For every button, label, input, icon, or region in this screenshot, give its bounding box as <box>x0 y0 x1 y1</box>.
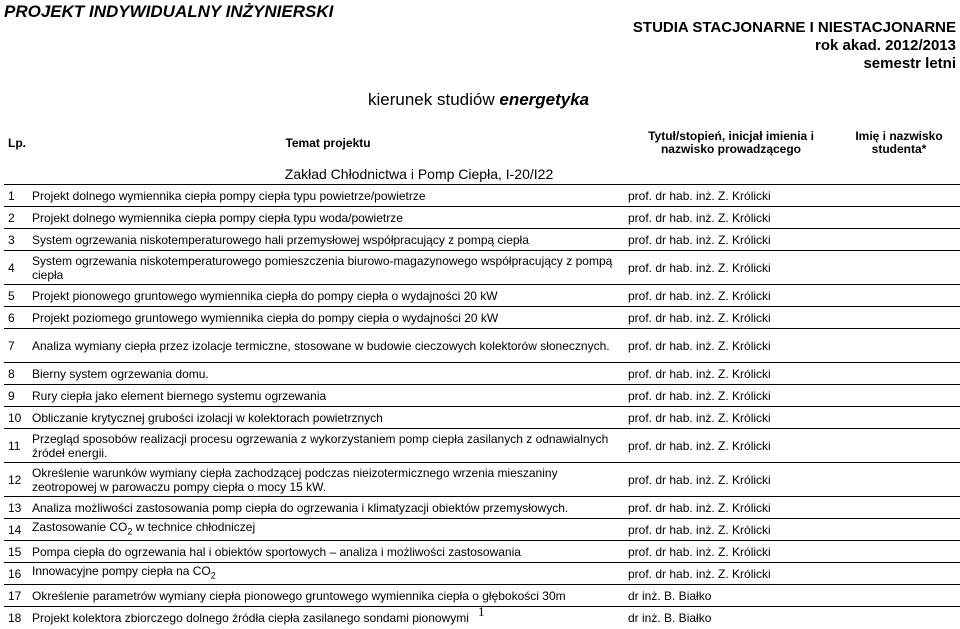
row-supervisor: prof. dr hab. inż. Z. Królicki <box>624 385 834 407</box>
row-supervisor: prof. dr hab. inż. Z. Królicki <box>624 251 834 285</box>
row-supervisor: prof. dr hab. inż. Z. Królicki <box>624 207 834 229</box>
department-row <box>4 158 960 185</box>
row-topic: Analiza wymiany ciepła przez izolacje termiczne, stosowane w budowie cieczowych kolektorów słonecznych. <box>28 329 624 363</box>
row-number: 12 <box>4 463 28 497</box>
row-student <box>834 563 960 585</box>
row-student <box>834 497 960 519</box>
row-supervisor: prof. dr hab. inż. Z. Królicki <box>624 363 834 385</box>
row-topic: Projekt dolnego wymiennika ciepła pompy ciepła typu woda/powietrze <box>28 207 624 229</box>
row-number: 4 <box>4 251 28 285</box>
row-topic: Określenie warunków wymiany ciepła zachodzącej podczas nieizotermicznego wrzenia mieszaniny zeotropowej w parowaczu pompy ciepła o mocy 15 kW. <box>28 463 624 497</box>
row-number: 5 <box>4 285 28 307</box>
field-value: energetyka <box>499 90 590 109</box>
row-student <box>834 519 960 541</box>
header-number: Lp. <box>8 135 26 150</box>
row-supervisor: prof. dr hab. inż. Z. Królicki <box>624 229 834 251</box>
row-supervisor: prof. dr hab. inż. Z. Królicki <box>624 541 834 563</box>
field-of-study <box>368 90 589 110</box>
row-supervisor: prof. dr hab. inż. Z. Królicki <box>624 307 834 329</box>
row-supervisor: prof. dr hab. inż. Z. Królicki <box>624 463 834 497</box>
topic-subscript: 2 <box>127 526 133 537</box>
row-supervisor: dr inż. B. Białko <box>624 585 834 607</box>
table-row <box>4 497 960 519</box>
study-info <box>633 19 956 73</box>
row-student <box>834 607 960 629</box>
row-number: 17 <box>4 585 28 607</box>
row-student <box>834 285 960 307</box>
row-topic <box>28 563 624 585</box>
row-number: 11 <box>4 429 28 463</box>
academic-year: rok akad. 2012/2013 <box>815 37 956 54</box>
header-student: Imię i nazwisko studenta* <box>855 129 943 156</box>
row-supervisor: prof. dr hab. inż. Z. Królicki <box>624 185 834 207</box>
row-student <box>834 541 960 563</box>
table-row <box>4 563 960 585</box>
department-name: Zakład Chłodnictwa i Pomp Ciepła, I-20/I22 <box>284 166 554 182</box>
row-supervisor: dr inż. B. Białko <box>624 607 834 629</box>
page-title: PROJEKT INDYWIDUALNY INŻYNIERSKI <box>4 2 334 21</box>
row-number: 10 <box>4 407 28 429</box>
row-topic: Przegląd sposobów realizacji procesu ogrzewania z wykorzystaniem pomp ciepła zasilanych z odnawialnych źródeł energii. <box>28 429 624 463</box>
table-row <box>4 363 960 385</box>
row-number: 3 <box>4 229 28 251</box>
header-topic: Temat projektu <box>285 135 371 150</box>
row-student <box>834 463 960 497</box>
table-row <box>4 429 960 463</box>
row-number: 15 <box>4 541 28 563</box>
row-student <box>834 385 960 407</box>
row-topic: Pompa ciepła do ogrzewania hal i obiektów sportowych – analiza i możliwości zastosowania <box>28 541 624 563</box>
row-number: 16 <box>4 563 28 585</box>
table-row <box>4 541 960 563</box>
row-topic: Projekt dolnego wymiennika ciepła pompy ciepła typu powietrze/powietrze <box>28 185 624 207</box>
table-row <box>4 285 960 307</box>
row-number: 1 <box>4 185 28 207</box>
row-number: 6 <box>4 307 28 329</box>
row-supervisor: prof. dr hab. inż. Z. Królicki <box>624 407 834 429</box>
row-topic: Projekt kolektora zbiorczego dolnego źródła ciepła zasilanego sondami pionowymi <box>28 607 624 629</box>
row-topic: Określenie parametrów wymiany ciepła pionowego gruntowego wymiennika ciepła o głębokości 30m <box>28 585 624 607</box>
topic-text: Zastosowanie CO <box>32 520 128 535</box>
row-topic: Analiza możliwości zastosowania pomp ciepła do ogrzewania i klimatyzacji obiektów przemysłowych. <box>28 497 624 519</box>
topic-text-rest: w technice chłodniczej <box>132 520 256 535</box>
row-supervisor: prof. dr hab. inż. Z. Królicki <box>624 497 834 519</box>
projects-table <box>4 128 960 629</box>
row-number: 18 <box>4 607 28 629</box>
row-number: 8 <box>4 363 28 385</box>
table-row <box>4 229 960 251</box>
topic-subscript: 2 <box>210 570 216 581</box>
semester: semestr letni <box>863 55 956 72</box>
row-student <box>834 307 960 329</box>
row-student <box>834 429 960 463</box>
row-student <box>834 251 960 285</box>
page-number: 1 <box>478 604 485 619</box>
table-body <box>4 185 960 629</box>
row-student <box>834 229 960 251</box>
row-supervisor: prof. dr hab. inż. Z. Królicki <box>624 519 834 541</box>
table-row <box>4 463 960 497</box>
table-row <box>4 185 960 207</box>
row-student <box>834 207 960 229</box>
row-student <box>834 585 960 607</box>
row-topic: System ogrzewania niskotemperaturowego pomieszczenia biurowo-magazynowego współpracujący z pompą ciepła <box>28 251 624 285</box>
table-row <box>4 307 960 329</box>
row-number: 2 <box>4 207 28 229</box>
table-row <box>4 407 960 429</box>
row-student <box>834 329 960 363</box>
row-topic: Obliczanie krytycznej grubości izolacji w kolektorach powietrznych <box>28 407 624 429</box>
table-header-row <box>4 128 960 158</box>
row-student <box>834 185 960 207</box>
row-topic: Rury ciepła jako element biernego systemu ogrzewania <box>28 385 624 407</box>
row-number: 14 <box>4 519 28 541</box>
table-row <box>4 251 960 285</box>
row-topic <box>28 519 624 541</box>
row-number: 13 <box>4 497 28 519</box>
field-label: kierunek studiów <box>368 90 495 109</box>
study-mode: STUDIA STACJONARNE I NIESTACJONARNE <box>632 19 956 36</box>
row-supervisor: prof. dr hab. inż. Z. Królicki <box>624 429 834 463</box>
header-supervisor: Tytuł/stopień, inicjał imienia i nazwisko prowadzącego <box>648 129 814 156</box>
table-row <box>4 329 960 363</box>
topic-text: Innowacyjne pompy ciepła na CO <box>32 564 211 579</box>
row-number: 9 <box>4 385 28 407</box>
row-topic: Bierny system ogrzewania domu. <box>28 363 624 385</box>
table-row <box>4 385 960 407</box>
row-supervisor: prof. dr hab. inż. Z. Królicki <box>624 563 834 585</box>
row-topic: Projekt pionowego gruntowego wymiennika ciepła do pompy ciepła o wydajności 20 kW <box>28 285 624 307</box>
table-row <box>4 207 960 229</box>
row-number: 7 <box>4 329 28 363</box>
table-row <box>4 519 960 541</box>
row-topic: System ogrzewania niskotemperaturowego hali przemysłowej współpracujący z pompą ciepła <box>28 229 624 251</box>
row-topic: Projekt poziomego gruntowego wymiennika ciepła do pompy ciepła o wydajności 20 kW <box>28 307 624 329</box>
row-student <box>834 363 960 385</box>
row-supervisor: prof. dr hab. inż. Z. Królicki <box>624 329 834 363</box>
row-student <box>834 407 960 429</box>
row-supervisor: prof. dr hab. inż. Z. Królicki <box>624 285 834 307</box>
